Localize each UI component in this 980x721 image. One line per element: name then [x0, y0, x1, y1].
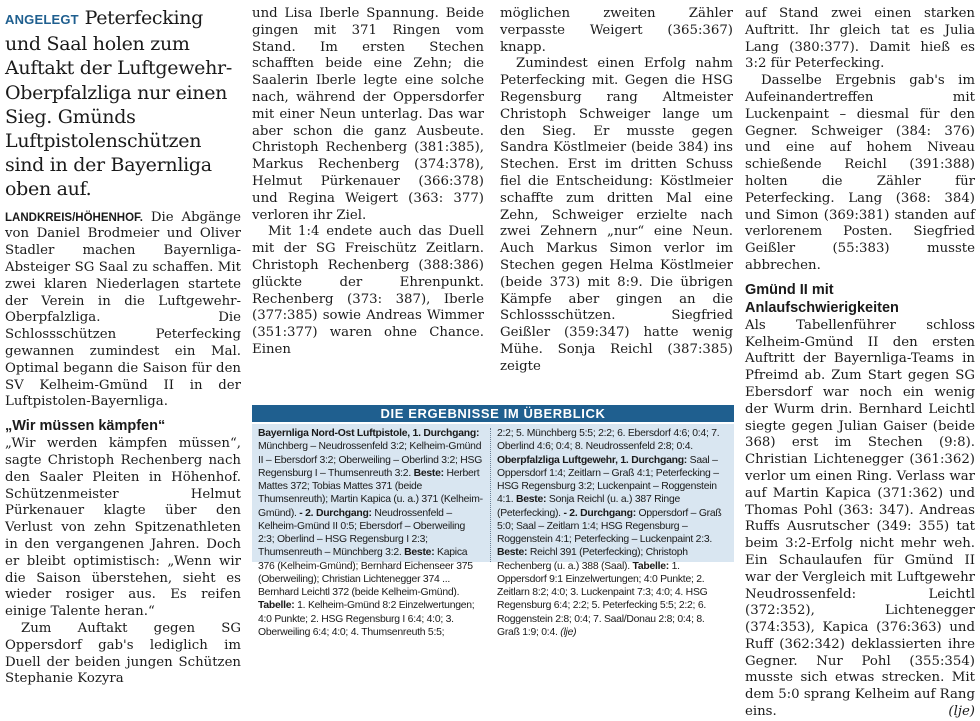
signature: (lje): [948, 704, 975, 720]
article-column-1: [5, 6, 241, 688]
results-signature: (lje): [557, 626, 577, 638]
kicker: ANGELEGT: [5, 12, 79, 27]
paragraph: Mit 1:4 endete auch das Duell mit der SG Freischütz Zeitlarn. Christoph Rechenberg (388:386) glückte der Ehrenpunkt. Rechenberg (373: 387), Iberle (377:385) sowie Andreas Wimmer (351:377) waren ohne Chance. Einen: [252, 224, 484, 357]
paragraph: auf Stand zwei einen starken Auftritt. Ihr gleich tat es Julia Lang (380:377). Damit hieß es 3:2 für Peterfecking.: [745, 6, 975, 72]
article-column-4: [745, 6, 975, 721]
subheading: „Wir müssen kämpfen“: [5, 418, 166, 435]
dateline: LANDKREIS/HÖHENHOF.: [5, 211, 144, 224]
subheading: Gmünd II mit Anlaufschwierigkeiten: [745, 281, 899, 316]
results-left-column: Bayernliga Nord-Ost Luftpistole, 1. Durchgang: Münchberg – Neudrossenfeld 3:2; Kelheim-Gmünd II – Ebersdorf 3:2; Oberweiling – Oberlind 3:2; HSG Regensburg I – Thumsenreuth 3:2. Beste: Herbert Mattes 372; Tobias Mattes 371 (beide Thumsenreuth); Martin Kapica (u. a.) 371 (Kelheim-Gmünd). - 2. Durchgang: Neudrossenfeld – Kelheim-Gmünd II 0:5; Ebersdorf – Oberweiling 2:3; Oberlind – HSG Regensburg I 2:3; Thumsenreuth – Münchberg 3:2. Beste: Kapica 376 (Kelheim-Gmünd); Bernhard Eichenseer 375 (Oberweiling); Christian Lichtenegger 374 ... Bernhard Leichtl 372 (beide Kelheim-Gmünd). Tabelle: 1. Kelheim-Gmünd 8:2 Einzelwertungen; 4:0 Punkte; 2. HSG Regensburg I 6:4; 4:0; 3. Oberweiling 6:4; 4:0; 4. Thumsenreuth 5:5;: [258, 428, 483, 638]
results-box: [252, 405, 734, 638]
paragraph: und Lisa Iberle Spannung. Beide gingen mit 371 Ringen vom Stand. Im ersten Stechen schafften beide eine Zehn; die Saalerin Iberle legte eine solche nach, während der Oppersdorfer mit einer Neun unterlag. Das war aber schon die ganz Ausbeute. Christoph Rechenberg (381:385), Markus Rechenberg (374:378), Helmut Pürkenauer (366:378) und Regina Weigert (363: 377) verloren ihr Ziel.: [252, 6, 484, 223]
results-right-column: 2:2; 5. Münchberg 5:5; 2:2; 6. Ebersdorf 4:6; 0:4; 7. Oberlind 4:6; 0:4; 8. Neudrossenfeld 2:8; 0:4. Oberpfalzliga Luftgewehr, 1. Durchgang: Saal – Oppersdorf 1:4; Zeitlarn – Graß 4:1; Peterfecking – HSG Regensburg 3:2; Luckenpaint – Roggenstein 4:1. Beste: Sonja Reichl (u. a.) 387 Ringe (Peterfecking). - 2. Durchgang: Oppersdorf – Graß 5:0; Saal – Zeitlarn 1:4; HSG Regensburg – Roggenstein 4:1; Peterfecking – Luckenpaint 2:3. Beste: Reichl 391 (Peterfecking); Christoph Rechenberg (u. a.) 388 (Saal). Tabelle: 1. Oppersdorf 9:1 Einzelwertungen; 4:0 Punkte; 2. Zeitlarn 8:2; 4:0; 3. Luckenpaint 7:3; 4:0; 4. HSG Regensburg 6:4; 2:2; 5. Peterfecking 5:5; 2:2; 6. Roggenstein 2:8; 0:4; 7. Saal/Donau 2:8; 0:4; 8. Graß 1:9; 0:4. (lje): [497, 428, 722, 638]
paragraph: LANDKREIS/HÖHENHOF. Die Abgänge von Daniel Brodmeier und Oliver Stadler machen Bayernliga-Absteiger SG Saal zu schaffen. Mit zwei klaren Niederlagen startete der Verein in die Luftgewehr-Oberpfalzliga. Die Schlossschützen Peterfecking gewannen zumindest ein Mal. Optimal begann die Saison für den SV Kelheim-Gmünd II in der Luftpistolen-Bayernliga.: [5, 209, 241, 410]
article-column-2: [252, 6, 484, 359]
results-box-title: DIE ERGEBNISSE IM ÜBERBLICK: [252, 405, 734, 422]
paragraph: Zum Auftakt gegen SG Oppersdorf gab's lediglich im Duell der beiden jungen Schützen Stephanie Kozyra: [5, 620, 241, 687]
headline-text: Peterfecking und Saal holen zum Auftakt der Luftgewehr-Oberpfalzliga nur einen Sieg. Gmünds Luftpistolenschützen sind in der Bayernliga oben auf.: [5, 7, 232, 201]
paragraph: Dasselbe Ergebnis gab's im Aufeinandertreffen mit Luckenpaint – diesmal für den Gegner. Schweiger (384: 376) und eine auf hohem Niveau schießende Reichl (391:388) holten die Zähler für Peterfecking. Lang (368: 384) und Simon (369:381) standen auf verlorenem Posten. Siegfried Geißler (55:383) musste abbrechen.: [745, 73, 975, 273]
article-column-3: [500, 6, 733, 376]
paragraph: Als Tabellenführer schloss Kelheim-Gmünd II den ersten Auftritt der Bayernliga-Teams in Pfreimd ab. Zum Start gegen SG Ebersdorf war noch ein wenig der Wurm drin. Bernhard Leichtl siegte gegen Julian Gaiser (beide 368) erst im Stechen (9:8). Christian Lichtenegger (361:362) verlor um einen Ring. Verlass war auf Martin Kapica (371:362) und Thomas Pohl (363: 347). Andreas Ruffs Ausrutscher (349: 355) tat beim 3:2-Erfolg nicht mehr weh. Ein Schaulaufen für Gmünd II war der Vergleich mit Luftgewehr Neudrossenfeld: Leichtl (372:352), Lichtenegger (374:353), Kapica (376:363) und Ruff (362:342) deklassierten ihre Gegner. Nur Pohl (355:354) musste sich etwas strecken. Mit dem 5:0 sprang Kelheim auf Rang eins. (lje): [745, 317, 975, 720]
paragraph: möglichen zweiten Zähler verpasste Weigert (365:367) knapp.: [500, 6, 733, 55]
headline: [5, 6, 241, 202]
results-divider: [490, 428, 491, 562]
paragraph: Zumindest einen Erfolg nahm Peterfecking mit. Gegen die HSG Regensburg rang Altmeister Christoph Schweiger lange um den Sieg. Er musste gegen Sandra Köstlmeier (beide 384) ins Stechen. Erst im dritten Schuss fiel die Entscheidung: Köstlmeier schaffte zum dritten Mal eine Zehn, Schweiger erzielte nach zwei Zehnern „nur“ eine Neun. Auch Markus Simon verlor im Stechen gegen Helma Köstlmeier (beide 373) mit 8:9. Die übrigen Kämpfe aber gingen an die Schlossschützen. Siegfried Geißler (359:347) hatte wenig Mühe. Sonja Reichl (387:385) zeigte: [500, 56, 733, 374]
paragraph: „Wir werden kämpfen müssen“, sagte Christoph Rechenberg nach den Saaler Pleiten in Höhenhof. Schützenmeister Helmut Pürkenauer klagte über den Verlust von zehn Spitzenathleten in den vergangenen Jahren. Doch er bleibt optimistisch: „Wenn wir die Saison überstehen, sieht es wieder rosiger aus. Es reifen einige Talente heran.“: [5, 436, 241, 620]
results-box-body: [252, 424, 734, 638]
